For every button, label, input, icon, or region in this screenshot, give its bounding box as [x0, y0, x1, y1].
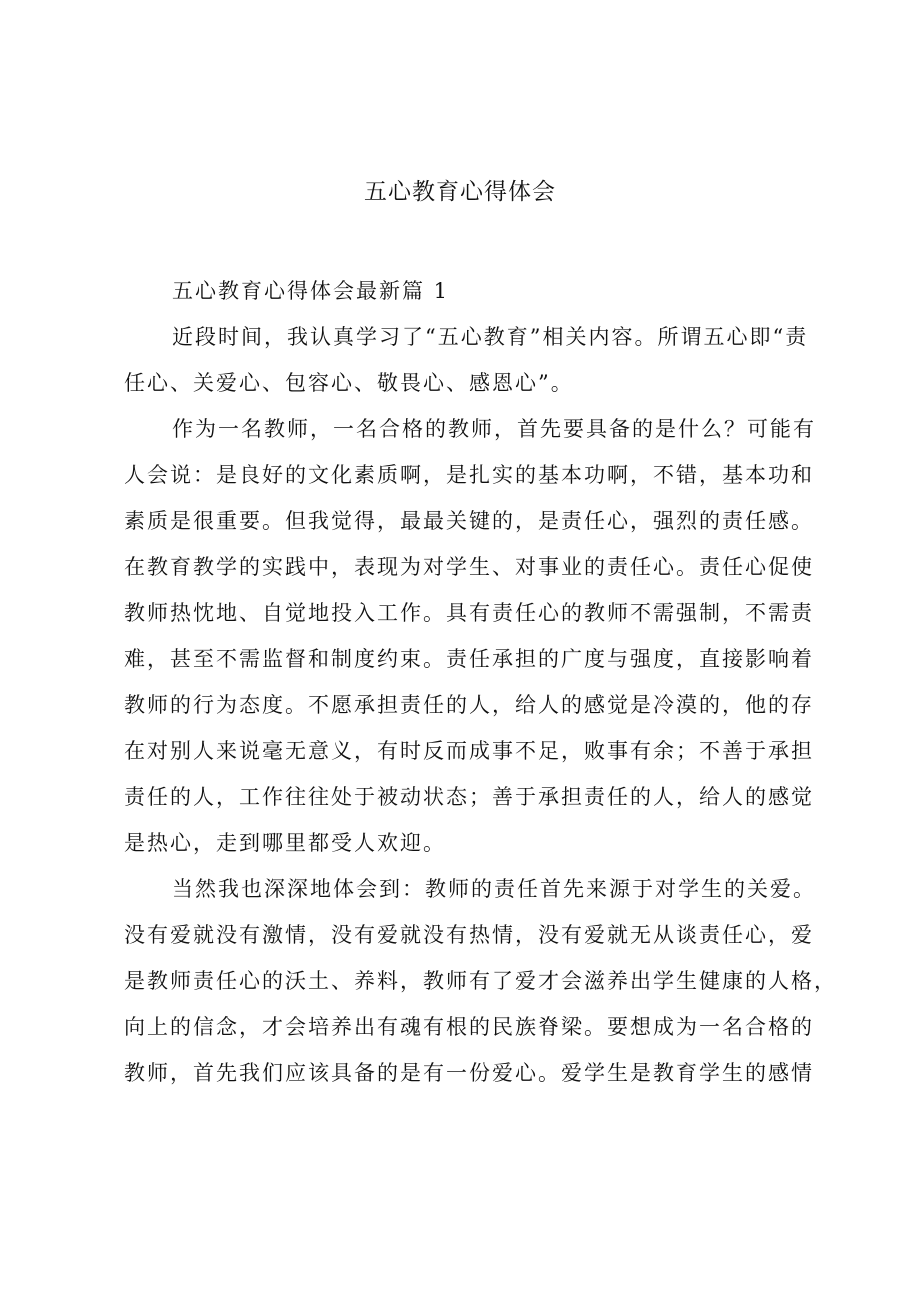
paragraph-2-line-8: 在对别人来说毫无意义，有时反而成事不足，败事有余；不善于承担	[124, 739, 814, 763]
paragraph-1-line-1: 近段时间，我认真学习了“五心教育”相关内容。所谓五心即“责	[172, 325, 809, 349]
paragraph-2-line-6: 难，甚至不需监督和制度约束。责任承担的广度与强度，直接影响着	[124, 647, 814, 671]
paragraph-2-line-4: 在教育教学的实践中，表现为对学生、对事业的责任心。责任心促使	[124, 555, 814, 579]
section-heading: 五心教育心得体会最新篇 1	[172, 279, 450, 303]
paragraph-3-line-3: 是教师责任心的沃土、养料，教师有了爱才会滋养出学生健康的人格，	[124, 969, 837, 993]
paragraph-2-line-7: 教师的行为态度。不愿承担责任的人，给人的感觉是冷漠的，他的存	[124, 693, 814, 717]
paragraph-2-line-9: 责任的人，工作往往处于被动状态；善于承担责任的人，给人的感觉	[124, 785, 814, 809]
paragraph-3-line-5: 教师，首先我们应该具备的是有一份爱心。爱学生是教育学生的感情	[124, 1061, 814, 1085]
paragraph-1-line-2: 任心、关爱心、包容心、敬畏心、感恩心”。	[124, 371, 574, 395]
paragraph-2-line-10: 是热心，走到哪里都受人欢迎。	[124, 831, 446, 855]
document-title: 五心教育心得体会	[364, 179, 556, 205]
paragraph-3-line-2: 没有爱就没有激情，没有爱就没有热情，没有爱就无从谈责任心，爱	[124, 923, 814, 947]
paragraph-2-line-2: 人会说：是良好的文化素质啊，是扎实的基本功啊，不错，基本功和	[124, 463, 814, 487]
paragraph-2-line-5: 教师热忱地、自觉地投入工作。具有责任心的教师不需强制，不需责	[124, 601, 814, 625]
document-body	[124, 268, 837, 1096]
paragraph-2-line-1: 作为一名教师，一名合格的教师，首先要具备的是什么？可能有	[172, 417, 816, 441]
paragraph-2-line-3: 素质是很重要。但我觉得，最最关键的，是责任心，强烈的责任感。	[124, 509, 814, 533]
paragraph-3-line-4: 向上的信念，才会培养出有魂有根的民族脊梁。要想成为一名合格的	[124, 1015, 814, 1039]
paragraph-3-line-1: 当然我也深深地体会到：教师的责任首先来源于对学生的关爱。	[172, 877, 816, 901]
